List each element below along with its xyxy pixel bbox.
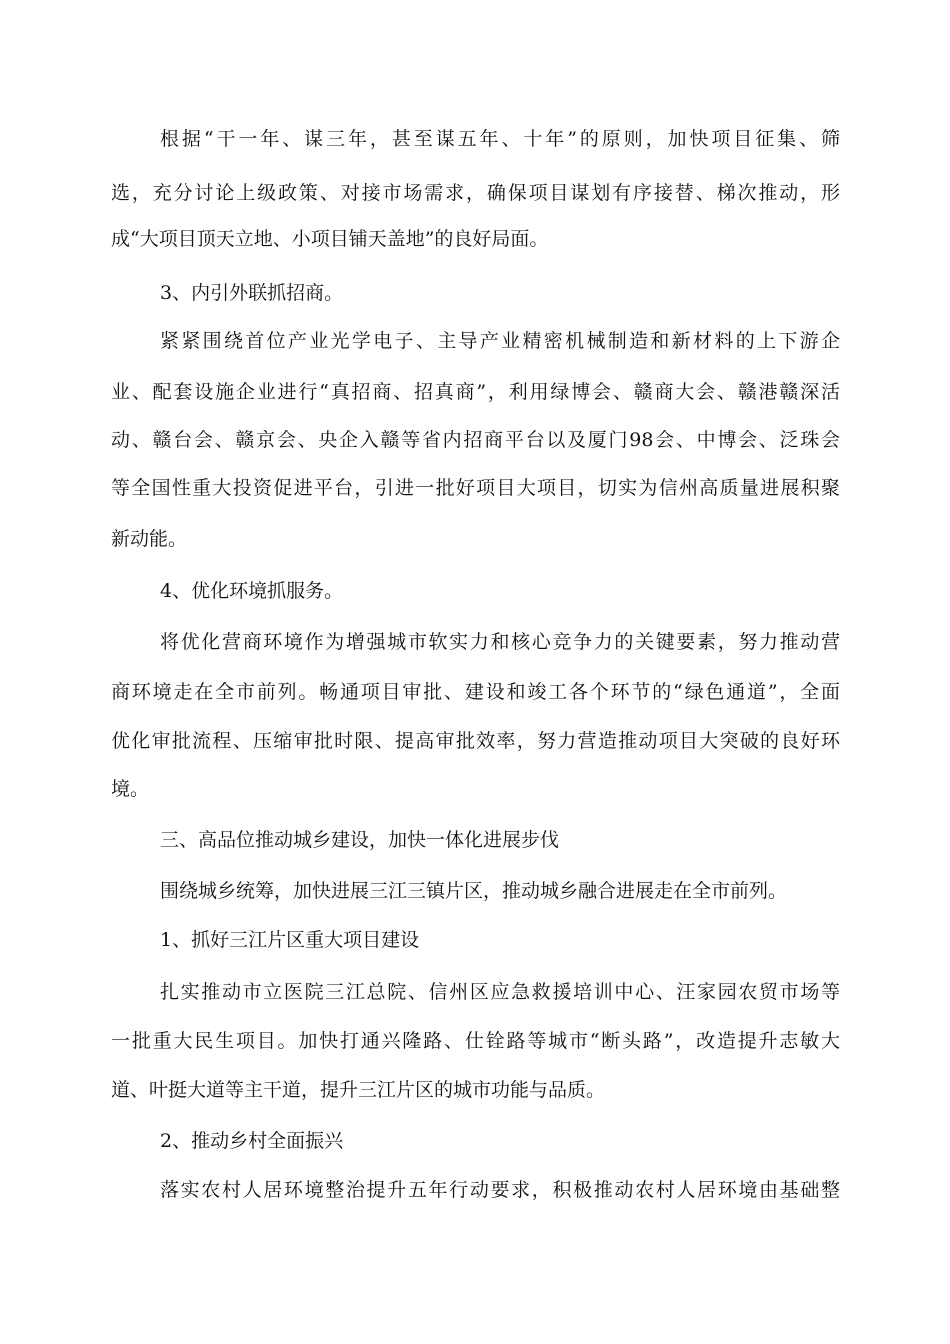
text-line-12: 商环境走在全市前列。畅通项目审批、建设和竣工各个环节的“绿色通道”，全面 (111, 681, 840, 703)
text-line-20: 道、叶挺大道等主干道，提升三江片区的城市功能与品质。 (111, 1079, 606, 1101)
text-line-6: 业、配套设施企业进行“真招商、招真商”，利用绿博会、赣商大会、赣港赣深活 (111, 381, 840, 403)
text-line-3: 成“大项目顶天立地、小项目铺天盖地”的良好局面。 (111, 228, 549, 250)
chapter-heading-3: 三、高品位推动城乡建设，加快一体化进展步伐 (160, 829, 560, 851)
text-line-19: 一批重大民生项目。加快打通兴隆路、仕铨路等城市“断头路”，改造提升志敏大 (111, 1030, 840, 1052)
text-line-11: 将优化营商环境作为增强城市软实力和核心竞争力的关键要素，努力推动营 (160, 631, 840, 653)
text-line-22: 落实农村人居环境整治提升五年行动要求，积极推动农村人居环境由基础整 (160, 1179, 840, 1201)
text-line-9: 新动能。 (111, 528, 188, 550)
text-line-5: 紧紧围绕首位产业光学电子、主导产业精密机械制造和新材料的上下游企 (160, 330, 840, 352)
text-line-13: 优化审批流程、压缩审批时限、提高审批效率，努力营造推动项目大突破的良好环 (111, 730, 840, 752)
text-line-8: 等全国性重大投资促进平台，引进一批好项目大项目，切实为信州高质量进展积聚 (111, 477, 840, 499)
subsection-heading-1: 1、抓好三江片区重大项目建设 (160, 929, 420, 951)
text-line-1: 根据“干一年、谋三年，甚至谋五年、十年”的原则，加快项目征集、筛 (160, 128, 840, 150)
text-line-2: 选，充分讨论上级政策、对接市场需求，确保项目谋划有序接替、梯次推动，形 (111, 182, 840, 204)
section-heading-4: 4、优化环境抓服务。 (160, 580, 344, 602)
subsection-heading-2: 2、推动乡村全面振兴 (160, 1130, 344, 1152)
text-line-14: 境。 (111, 778, 150, 800)
text-line-18: 扎实推动市立医院三江总院、信州区应急救援培训中心、汪家园农贸市场等 (160, 981, 840, 1003)
section-heading-3: 3、内引外联抓招商。 (160, 282, 344, 304)
text-line-7: 动、赣台会、赣京会、央企入赣等省内招商平台以及厦门98会、中博会、泛珠会 (111, 429, 840, 451)
text-line-16: 围绕城乡统筹，加快进展三江三镇片区，推动城乡融合进展走在全市前列。 (160, 880, 788, 902)
